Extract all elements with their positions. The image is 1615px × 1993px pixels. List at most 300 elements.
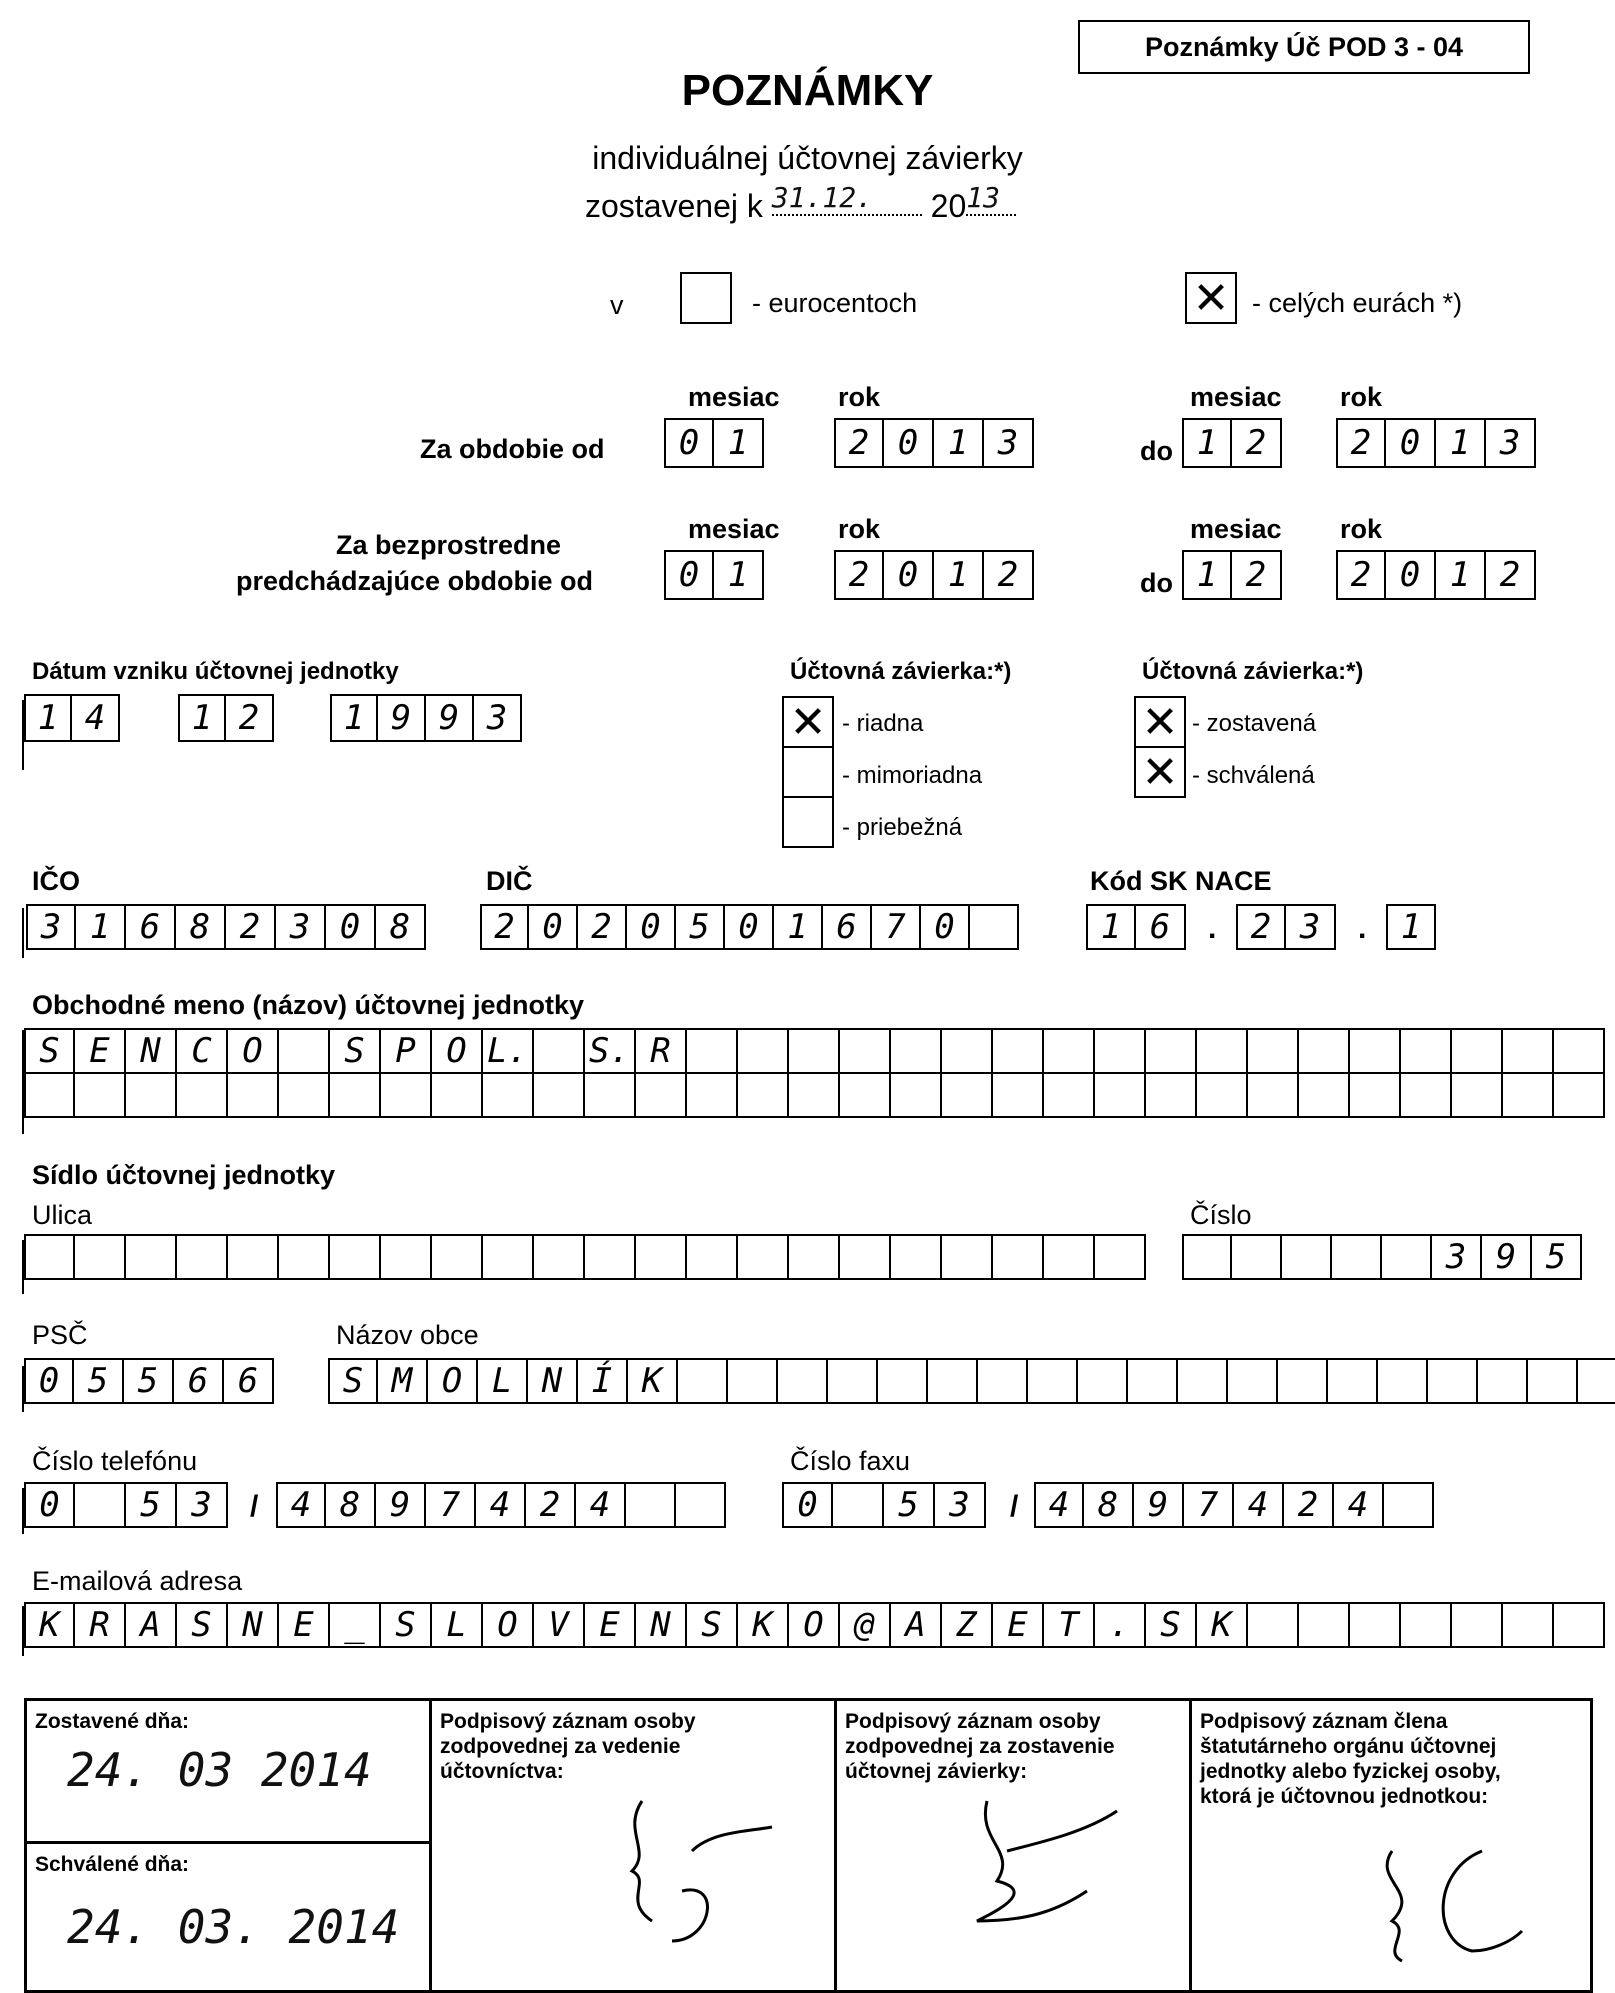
char-cell[interactable]: 4 — [72, 694, 120, 742]
phone-prefix[interactable] — [24, 1482, 228, 1528]
char-cell[interactable]: 3 — [935, 1482, 986, 1528]
char-cell[interactable] — [1299, 1602, 1350, 1648]
char-cell[interactable]: E — [993, 1602, 1044, 1648]
char-cell[interactable]: 2 — [1336, 418, 1386, 468]
char-cell[interactable] — [585, 1072, 636, 1118]
char-cell[interactable] — [970, 904, 1019, 950]
char-cell[interactable]: N — [126, 1028, 177, 1074]
char-cell[interactable]: 3 — [26, 904, 76, 950]
char-cell[interactable]: N — [528, 1358, 578, 1404]
company-name-row-2[interactable] — [24, 1072, 1605, 1118]
compiled-prefix: zostavenej k — [585, 188, 763, 224]
dic-label: DIČ — [486, 866, 533, 896]
char-cell[interactable] — [1350, 1072, 1401, 1118]
char-cell[interactable]: 8 — [1084, 1482, 1134, 1528]
signature-3-icon — [1372, 1831, 1572, 1971]
phone-number[interactable] — [276, 1482, 726, 1528]
compiled-date[interactable]: 31.12. — [772, 181, 922, 216]
char-cell[interactable] — [942, 1072, 993, 1118]
char-cell[interactable]: 4 — [476, 1482, 526, 1528]
char-cell[interactable]: 2 — [226, 904, 276, 950]
char-cell[interactable] — [840, 1028, 891, 1074]
compiled-on-box — [24, 1698, 432, 1844]
char-cell[interactable] — [1028, 1358, 1078, 1404]
char-cell[interactable]: 8 — [376, 904, 426, 950]
char-cell[interactable] — [1503, 1602, 1554, 1648]
char-cell[interactable]: 1 — [24, 694, 72, 742]
char-cell[interactable]: 1 — [714, 550, 764, 600]
char-cell[interactable] — [1197, 1028, 1248, 1074]
char-cell[interactable]: 4 — [1034, 1482, 1084, 1528]
char-cell[interactable] — [483, 1072, 534, 1118]
char-cell[interactable] — [432, 1234, 483, 1280]
char-cell[interactable]: N — [228, 1602, 279, 1648]
char-cell[interactable]: R — [636, 1028, 687, 1074]
char-cell[interactable] — [1178, 1358, 1228, 1404]
char-cell[interactable] — [228, 1234, 279, 1280]
char-cell[interactable] — [228, 1072, 279, 1118]
char-cell[interactable] — [1248, 1028, 1299, 1074]
char-cell[interactable]: 5 — [126, 1482, 177, 1528]
char-cell[interactable] — [928, 1358, 978, 1404]
email-field[interactable] — [24, 1602, 1605, 1648]
approved-checkbox[interactable]: ✕ — [1134, 746, 1186, 798]
char-cell[interactable] — [678, 1358, 728, 1404]
char-cell[interactable] — [636, 1234, 687, 1280]
char-cell[interactable]: 3 — [1286, 904, 1336, 950]
char-cell[interactable]: O — [789, 1602, 840, 1648]
char-cell[interactable] — [381, 1234, 432, 1280]
char-cell[interactable]: Í — [578, 1358, 628, 1404]
char-cell[interactable]: 1 — [1436, 550, 1486, 600]
char-cell[interactable] — [1503, 1028, 1554, 1074]
char-cell[interactable] — [1278, 1358, 1328, 1404]
char-cell[interactable] — [1503, 1072, 1554, 1118]
char-cell[interactable] — [126, 1072, 177, 1118]
char-cell[interactable]: 0 — [627, 904, 676, 950]
char-cell[interactable]: 4 — [576, 1482, 626, 1528]
char-cell[interactable] — [1228, 1358, 1278, 1404]
nace-field-c[interactable] — [1386, 904, 1436, 950]
char-cell[interactable] — [1095, 1028, 1146, 1074]
char-cell[interactable] — [1452, 1028, 1503, 1074]
char-cell[interactable] — [789, 1028, 840, 1074]
char-cell[interactable] — [1452, 1602, 1503, 1648]
char-cell[interactable]: 3 — [1486, 418, 1536, 468]
char-cell[interactable]: 2 — [480, 904, 529, 950]
char-cell[interactable]: 3 — [177, 1482, 228, 1528]
char-cell[interactable] — [432, 1072, 483, 1118]
char-cell[interactable]: P — [381, 1028, 432, 1074]
company-name-label: Obchodné meno (názov) účtovnej jednotky — [32, 990, 585, 1020]
char-cell[interactable]: S — [381, 1602, 432, 1648]
char-cell[interactable] — [1428, 1358, 1478, 1404]
char-cell[interactable]: 1 — [1182, 418, 1232, 468]
char-cell[interactable]: 1 — [178, 694, 226, 742]
char-cell[interactable]: S — [177, 1602, 228, 1648]
char-cell[interactable]: 1 — [1182, 550, 1232, 600]
char-cell[interactable]: 9 — [1482, 1234, 1532, 1280]
char-cell[interactable]: K — [1197, 1602, 1248, 1648]
char-cell[interactable]: L — [478, 1358, 528, 1404]
char-cell[interactable]: E — [279, 1602, 330, 1648]
char-cell[interactable]: @ — [840, 1602, 891, 1648]
char-cell[interactable] — [828, 1358, 878, 1404]
prev-to-year[interactable] — [1336, 550, 1536, 600]
char-cell[interactable]: S — [687, 1602, 738, 1648]
fax-number[interactable] — [1034, 1482, 1434, 1528]
compiled-checkbox[interactable]: ✕ — [1134, 696, 1186, 748]
char-cell[interactable] — [534, 1072, 585, 1118]
char-cell[interactable]: 2 — [834, 418, 884, 468]
char-cell[interactable]: 2 — [1232, 418, 1282, 468]
char-cell[interactable] — [483, 1234, 534, 1280]
signature-1-icon — [612, 1791, 812, 1951]
origin-year[interactable] — [330, 694, 522, 742]
char-cell[interactable] — [534, 1234, 585, 1280]
char-cell[interactable]: 2 — [226, 694, 274, 742]
char-cell[interactable]: A — [126, 1602, 177, 1648]
char-cell[interactable] — [687, 1234, 738, 1280]
char-cell[interactable] — [279, 1234, 330, 1280]
char-cell[interactable] — [585, 1234, 636, 1280]
char-cell[interactable] — [878, 1358, 928, 1404]
char-cell[interactable]: O — [228, 1028, 279, 1074]
char-cell[interactable] — [1095, 1072, 1146, 1118]
char-cell[interactable]: K — [738, 1602, 789, 1648]
char-cell[interactable]: 1 — [934, 550, 984, 600]
char-cell[interactable]: 1 — [330, 694, 378, 742]
char-cell[interactable] — [1299, 1072, 1350, 1118]
fax-prefix[interactable] — [782, 1482, 986, 1528]
char-cell[interactable]: 1 — [1386, 904, 1436, 950]
current-period-label: Za obdobie od — [420, 434, 605, 464]
char-cell[interactable]: 0 — [782, 1482, 833, 1528]
char-cell[interactable]: 2 — [578, 904, 627, 950]
sig3-label: Podpisový záznam člena štatutárneho orgánu účtovnej jednotky alebo fyzickej osoby, ktorá je účtovnou jednotkou: — [1200, 1710, 1501, 1808]
compiled-year-prefix: 20 — [930, 188, 967, 224]
approved-on-value[interactable]: 24. 03. 2014 — [67, 1900, 400, 1954]
char-cell[interactable] — [75, 1482, 126, 1528]
number-field[interactable] — [1182, 1234, 1582, 1280]
char-cell[interactable]: 0 — [725, 904, 774, 950]
char-cell[interactable]: 2 — [1284, 1482, 1334, 1528]
char-cell[interactable] — [636, 1072, 687, 1118]
char-cell[interactable]: L. — [483, 1028, 534, 1074]
char-cell[interactable]: 9 — [426, 694, 474, 742]
char-cell[interactable]: 0 — [921, 904, 970, 950]
char-cell[interactable]: S — [1146, 1602, 1197, 1648]
char-cell[interactable] — [1478, 1358, 1528, 1404]
char-cell[interactable] — [993, 1234, 1044, 1280]
char-cell[interactable]: 7 — [1184, 1482, 1234, 1528]
char-cell[interactable] — [1248, 1602, 1299, 1648]
char-cell[interactable] — [993, 1028, 1044, 1074]
char-cell[interactable] — [738, 1072, 789, 1118]
origin-month[interactable] — [178, 694, 274, 742]
char-cell[interactable] — [1401, 1602, 1452, 1648]
dic-field[interactable] — [480, 904, 1019, 950]
origin-day[interactable] — [24, 694, 120, 742]
char-cell[interactable]: O — [432, 1028, 483, 1074]
char-cell[interactable] — [738, 1028, 789, 1074]
prev-to-label: do — [1140, 568, 1173, 598]
char-cell[interactable]: 2 — [1486, 550, 1536, 600]
char-cell[interactable]: 1 — [76, 904, 126, 950]
char-cell[interactable]: S — [24, 1028, 75, 1074]
char-cell[interactable]: 6 — [174, 1358, 224, 1404]
compiled-label: - zostavená — [1192, 710, 1317, 737]
char-cell[interactable]: A — [891, 1602, 942, 1648]
char-cell[interactable]: 8 — [326, 1482, 376, 1528]
nace-sep-1: . — [1208, 912, 1217, 945]
char-cell[interactable] — [1554, 1072, 1605, 1118]
char-cell[interactable] — [840, 1234, 891, 1280]
nace-field-b[interactable] — [1236, 904, 1336, 950]
char-cell[interactable]: 0 — [1386, 550, 1436, 600]
current-to-month[interactable] — [1182, 418, 1282, 468]
char-cell[interactable] — [1044, 1028, 1095, 1074]
char-cell[interactable] — [738, 1234, 789, 1280]
char-cell[interactable] — [330, 1234, 381, 1280]
char-cell[interactable]: 9 — [378, 694, 426, 742]
char-cell[interactable] — [728, 1358, 778, 1404]
char-cell[interactable]: Z — [942, 1602, 993, 1648]
char-cell[interactable] — [1248, 1072, 1299, 1118]
char-cell[interactable]: 1 — [1436, 418, 1486, 468]
nace-field-a[interactable] — [1086, 904, 1186, 950]
char-cell[interactable]: 2 — [984, 550, 1034, 600]
char-cell[interactable]: 5 — [676, 904, 725, 950]
char-cell[interactable]: 3 — [984, 418, 1034, 468]
prev-period-label-1: Za bezprostredne — [336, 530, 562, 560]
char-cell[interactable]: . — [1095, 1602, 1146, 1648]
char-cell[interactable] — [942, 1028, 993, 1074]
eurocents-checkbox[interactable] — [680, 272, 732, 324]
char-cell[interactable] — [1146, 1028, 1197, 1074]
char-cell[interactable]: 4 — [276, 1482, 326, 1528]
char-cell[interactable]: 3 — [1432, 1234, 1482, 1280]
char-cell[interactable] — [833, 1482, 884, 1528]
char-cell[interactable] — [279, 1028, 330, 1074]
current-from-year[interactable] — [834, 418, 1034, 468]
ordinary-checkbox[interactable]: ✕ — [782, 696, 834, 748]
prev-to-month[interactable] — [1182, 550, 1282, 600]
phone-sep: / — [250, 1490, 259, 1523]
char-cell[interactable]: K — [628, 1358, 678, 1404]
char-cell[interactable]: T — [1044, 1602, 1095, 1648]
char-cell[interactable] — [993, 1072, 1044, 1118]
char-cell[interactable]: 7 — [872, 904, 921, 950]
prev-from-year[interactable] — [834, 550, 1034, 600]
signature-box-compilation — [834, 1698, 1192, 1993]
char-cell[interactable]: 2 — [1236, 904, 1286, 950]
char-cell[interactable]: 5 — [124, 1358, 174, 1404]
char-cell[interactable] — [1378, 1358, 1428, 1404]
char-cell[interactable]: E — [585, 1602, 636, 1648]
current-from-month[interactable] — [664, 418, 764, 468]
char-cell[interactable]: 8 — [176, 904, 226, 950]
char-cell[interactable] — [1384, 1482, 1434, 1528]
current-from-year-label: rok — [838, 382, 881, 412]
char-cell[interactable] — [840, 1072, 891, 1118]
char-cell[interactable] — [1078, 1358, 1128, 1404]
char-cell[interactable]: 6 — [224, 1358, 274, 1404]
char-cell[interactable]: 1 — [714, 418, 764, 468]
char-cell[interactable]: 0 — [664, 550, 714, 600]
char-cell[interactable]: 2 — [834, 550, 884, 600]
char-cell[interactable] — [126, 1234, 177, 1280]
char-cell[interactable] — [75, 1234, 126, 1280]
char-cell[interactable] — [891, 1072, 942, 1118]
char-cell[interactable]: 0 — [529, 904, 578, 950]
char-cell[interactable]: M — [378, 1358, 428, 1404]
char-cell[interactable]: K — [24, 1602, 75, 1648]
char-cell[interactable]: 9 — [376, 1482, 426, 1528]
char-cell[interactable]: 0 — [326, 904, 376, 950]
whole-euro-checkbox[interactable]: ✕ — [1185, 272, 1237, 324]
char-cell[interactable] — [891, 1028, 942, 1074]
char-cell[interactable] — [330, 1072, 381, 1118]
char-cell[interactable] — [687, 1028, 738, 1074]
ico-field[interactable] — [26, 904, 426, 950]
char-cell[interactable] — [1044, 1072, 1095, 1118]
char-cell[interactable] — [687, 1072, 738, 1118]
char-cell[interactable] — [891, 1234, 942, 1280]
char-cell[interactable]: 2 — [1336, 550, 1386, 600]
char-cell[interactable] — [1282, 1234, 1332, 1280]
street-field[interactable] — [24, 1234, 1146, 1280]
char-cell[interactable] — [177, 1072, 228, 1118]
char-cell[interactable] — [978, 1358, 1028, 1404]
char-cell[interactable] — [24, 1072, 75, 1118]
current-to-year[interactable] — [1336, 418, 1536, 468]
town-field[interactable] — [328, 1358, 1615, 1404]
char-cell[interactable] — [789, 1072, 840, 1118]
char-cell[interactable]: 6 — [1136, 904, 1186, 950]
char-cell[interactable] — [942, 1234, 993, 1280]
char-cell[interactable] — [1382, 1234, 1432, 1280]
compiled-on-label: Zostavené dňa: — [35, 1710, 190, 1733]
char-cell[interactable]: L — [432, 1602, 483, 1648]
char-cell[interactable]: 6 — [823, 904, 872, 950]
char-cell[interactable]: _ — [330, 1602, 381, 1648]
char-cell[interactable] — [1401, 1072, 1452, 1118]
char-cell[interactable]: 3 — [276, 904, 326, 950]
char-cell[interactable]: C — [177, 1028, 228, 1074]
char-cell[interactable]: O — [428, 1358, 478, 1404]
char-cell[interactable]: 5 — [884, 1482, 935, 1528]
number-label: Číslo — [1190, 1200, 1252, 1230]
char-cell[interactable] — [1350, 1028, 1401, 1074]
extraordinary-checkbox[interactable] — [782, 746, 834, 798]
compiled-on-value[interactable]: 24. 03 2014 — [67, 1743, 372, 1797]
char-cell[interactable] — [1554, 1602, 1605, 1648]
char-cell[interactable] — [1232, 1234, 1282, 1280]
char-cell[interactable]: 2 — [526, 1482, 576, 1528]
prev-from-month[interactable] — [664, 550, 764, 600]
psc-label: PSČ — [32, 1320, 88, 1350]
nace-label: Kód SK NACE — [1090, 866, 1272, 896]
origin-label: Dátum vzniku účtovnej jednotky — [32, 658, 399, 685]
char-cell[interactable] — [177, 1234, 228, 1280]
char-cell[interactable]: E — [75, 1028, 126, 1074]
char-cell[interactable]: 7 — [426, 1482, 476, 1528]
char-cell[interactable]: S — [328, 1358, 378, 1404]
char-cell[interactable] — [1332, 1234, 1382, 1280]
char-cell[interactable]: 0 — [884, 550, 934, 600]
char-cell[interactable] — [1528, 1358, 1578, 1404]
char-cell[interactable] — [778, 1358, 828, 1404]
char-cell[interactable]: 0 — [24, 1358, 74, 1404]
sig1-label: Podpisový záznam osoby zodpovednej za vedenie účtovníctva: — [440, 1710, 696, 1783]
interim-checkbox[interactable] — [782, 796, 834, 848]
psc-field[interactable] — [24, 1358, 274, 1404]
char-cell[interactable] — [1146, 1072, 1197, 1118]
char-cell[interactable]: N — [636, 1602, 687, 1648]
char-cell[interactable]: S — [330, 1028, 381, 1074]
char-cell[interactable] — [1328, 1358, 1378, 1404]
prev-to-month-label: mesiac — [1190, 514, 1282, 544]
char-cell[interactable]: 4 — [1334, 1482, 1384, 1528]
char-cell[interactable] — [1128, 1358, 1178, 1404]
char-cell[interactable]: 4 — [1234, 1482, 1284, 1528]
approved-on-label: Schválené dňa: — [35, 1853, 190, 1876]
char-cell[interactable] — [24, 1234, 75, 1280]
char-cell[interactable] — [1578, 1358, 1615, 1404]
char-cell[interactable] — [381, 1072, 432, 1118]
char-cell[interactable] — [75, 1072, 126, 1118]
char-cell[interactable] — [1095, 1234, 1146, 1280]
char-cell[interactable] — [1554, 1028, 1605, 1074]
char-cell[interactable]: 3 — [474, 694, 522, 742]
char-cell[interactable] — [1401, 1028, 1452, 1074]
char-cell[interactable] — [676, 1482, 726, 1528]
char-cell[interactable]: 5 — [1532, 1234, 1582, 1280]
char-cell[interactable] — [1197, 1072, 1248, 1118]
char-cell[interactable] — [1452, 1072, 1503, 1118]
char-cell[interactable]: 9 — [1134, 1482, 1184, 1528]
char-cell[interactable]: 2 — [1232, 550, 1282, 600]
char-cell[interactable]: V — [534, 1602, 585, 1648]
char-cell[interactable]: 1 — [774, 904, 823, 950]
char-cell[interactable]: R — [75, 1602, 126, 1648]
char-cell[interactable] — [534, 1028, 585, 1074]
char-cell[interactable]: 5 — [74, 1358, 124, 1404]
char-cell[interactable] — [789, 1234, 840, 1280]
char-cell[interactable]: S. — [585, 1028, 636, 1074]
char-cell[interactable] — [1350, 1602, 1401, 1648]
char-cell[interactable] — [1299, 1028, 1350, 1074]
char-cell[interactable] — [1044, 1234, 1095, 1280]
seat-label: Sídlo účtovnej jednotky — [32, 1160, 336, 1190]
char-cell[interactable]: 0 — [24, 1482, 75, 1528]
page-subtitle: individuálnej účtovnej závierky — [592, 140, 1023, 176]
char-cell[interactable] — [626, 1482, 676, 1528]
char-cell[interactable] — [279, 1072, 330, 1118]
char-cell[interactable]: 1 — [934, 418, 984, 468]
char-cell[interactable] — [1182, 1234, 1232, 1280]
ico-label: IČO — [32, 866, 81, 896]
char-cell[interactable]: 1 — [1086, 904, 1136, 950]
char-cell[interactable]: 0 — [1386, 418, 1436, 468]
char-cell[interactable]: 6 — [126, 904, 176, 950]
company-name-row-1[interactable] — [24, 1028, 1605, 1074]
char-cell[interactable]: 0 — [884, 418, 934, 468]
compiled-year-suffix[interactable]: 13 — [966, 181, 1016, 216]
char-cell[interactable]: O — [483, 1602, 534, 1648]
char-cell[interactable]: 0 — [664, 418, 714, 468]
